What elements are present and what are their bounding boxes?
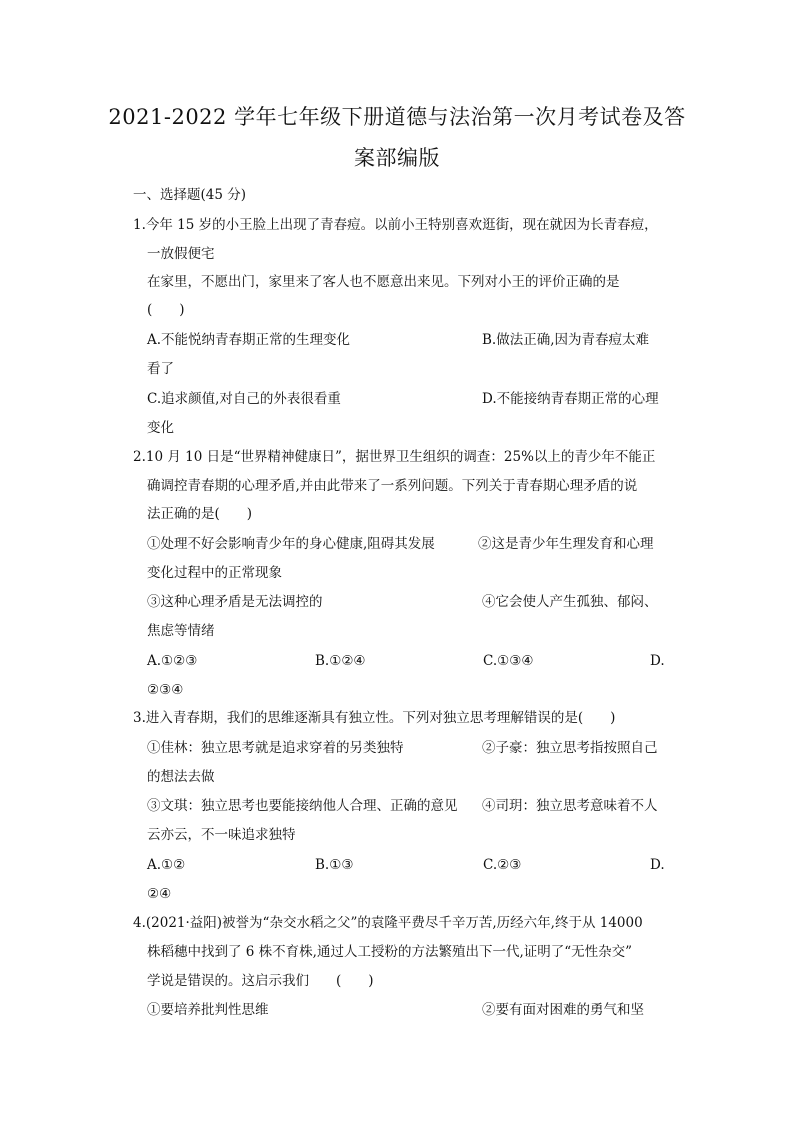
question-2-option-b: B.①②④ <box>315 653 366 669</box>
document-title-line-2: 案部编版 <box>354 146 440 170</box>
question-4-item-1: ①要培养批判性思维 <box>147 1002 269 1018</box>
question-1-answer-blank: ( ) <box>147 302 185 318</box>
question-3-option-b: B.①③ <box>315 857 354 873</box>
question-2-option-d: D. <box>650 653 665 669</box>
question-1-option-c: C.追求颜值,对自己的外表很看重 <box>147 391 341 407</box>
question-3-option-a: A.①② <box>147 857 186 873</box>
question-3-stem: 3.进入青春期，我们的思维逐渐具有独立性。下列对独立思考理解错误的是( ) <box>133 710 616 726</box>
question-3-option-d-continued: ②④ <box>147 886 172 902</box>
question-1-stem-line-3: 在家里，不愿出门，家里来了客人也不愿意出来见。下列对小王的评价正确的是 <box>147 274 620 290</box>
question-3-item-2: ②子豪：独立思考指按照自己 <box>482 740 658 756</box>
question-2-option-a: A.①②③ <box>147 653 198 669</box>
question-2-item-2-continued: 变化过程中的正常现象 <box>147 565 282 581</box>
question-2-stem-line-2: 确调控青春期的心理矛盾,并由此带来了一系列问题。下列关于青春期心理矛盾的说 <box>147 478 638 494</box>
question-1-option-b-continued: 看了 <box>147 361 174 377</box>
question-3-item-1: ①佳林：独立思考就是追求穿着的另类独特 <box>147 740 404 756</box>
question-2-item-4: ④它会使人产生孤独、郁闷、 <box>482 594 658 610</box>
question-4-item-2: ②要有面对困难的勇气和坚 <box>482 1002 644 1018</box>
question-2-item-2: ②这是青少年生理发育和心理 <box>478 536 654 552</box>
question-4-stem-line-2: 株稻穗中找到了 6 株不育株,通过人工授粉的方法繁殖出下一代,证明了“无性杂交” <box>147 944 633 960</box>
question-3-item-3: ③文琪：独立思考也要能接纳他人合理、正确的意见 <box>147 798 458 814</box>
question-2-option-c: C.①③④ <box>483 653 534 669</box>
question-2-option-d-continued: ②③④ <box>147 682 184 698</box>
section-heading: 一、选择题(45 分) <box>133 187 247 203</box>
question-1-option-d-continued: 变化 <box>147 420 174 436</box>
question-3-option-c: C.②③ <box>483 857 522 873</box>
document-title-line-1: 2021-2022 学年七年级下册道德与法治第一次月考试卷及答 <box>108 105 686 129</box>
question-1-option-d: D.不能接纳青春期正常的心理 <box>482 391 659 407</box>
question-2-stem-line-1: 2.10 月 10 日是“世界精神健康日”，据世界卫生组织的调查：25%以上的青少年不能正 <box>133 449 656 465</box>
question-3-item-4: ④司玥：独立思考意味着不人 <box>482 798 658 814</box>
question-3-option-d: D. <box>650 857 665 873</box>
question-4-stem-line-3: 学说是错误的。这启示我们 ( ) <box>147 973 374 989</box>
question-2-item-3: ③这种心理矛盾是无法调控的 <box>147 594 323 610</box>
question-1-stem-line-2: 一放假便宅 <box>147 246 215 262</box>
question-2-stem-line-3: 法正确的是( ) <box>147 506 253 522</box>
question-2-item-1: ①处理不好会影响青少年的身心健康,阻碍其发展 <box>147 536 435 552</box>
question-4-stem-line-1: 4.(2021·益阳)被誉为“杂交水稻之父”的袁隆平费尽千辛万苦,历经六年,终于从 14000 <box>133 915 643 931</box>
question-2-item-4-continued: 焦虑等情绪 <box>147 623 215 639</box>
question-1-option-b: B.做法正确,因为青春痘太难 <box>482 332 650 348</box>
question-1-option-a: A.不能悦纳青春期正常的生理变化 <box>147 332 351 348</box>
question-1-stem-line-1: 1.今年 15 岁的小王脸上出现了青春痘。以前小王特别喜欢逛街，现在就因为长青春痘， <box>133 217 658 233</box>
question-3-item-2-continued: 的想法去做 <box>147 769 215 785</box>
question-3-item-4-continued: 云亦云，不一味追求独特 <box>147 827 296 843</box>
